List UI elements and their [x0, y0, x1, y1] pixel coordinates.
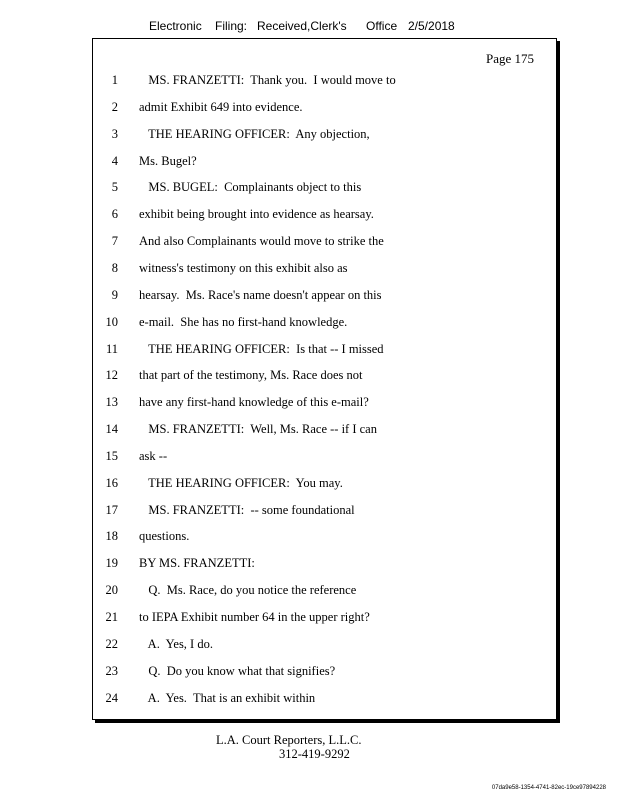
line-text: MS. BUGEL: Complainants object to this — [139, 180, 362, 195]
line-number: 20 — [105, 583, 118, 598]
transcript-line — [93, 315, 556, 335]
transcript-line — [93, 691, 556, 711]
transcript-line — [93, 342, 556, 362]
line-number: 7 — [111, 234, 118, 249]
header-received: Received,Clerk's — [257, 19, 347, 33]
line-text: that part of the testimony, Ms. Race does not — [139, 368, 363, 383]
header-office: Office — [366, 19, 398, 33]
line-number: 5 — [111, 180, 118, 195]
header-date: 2/5/2018 — [408, 19, 455, 33]
line-number: 1 — [111, 73, 118, 87]
page-number: Page 175 — [485, 51, 534, 66]
line-text: to IEPA Exhibit number 64 in the upper right? — [139, 610, 370, 624]
line-text: MS. FRANZETTI: Well, Ms. Race -- if I can — [139, 422, 377, 437]
document-hash: 07da9e58-1354-4741-82ec-19ce97894228 — [491, 785, 606, 791]
line-number: 6 — [111, 207, 118, 222]
line-number: 22 — [105, 636, 118, 651]
transcript-line — [93, 234, 556, 254]
line-text: And also Complainants would move to strike the — [139, 234, 384, 249]
line-text: Q. Do you know what that signifies? — [139, 663, 336, 678]
transcript-line — [93, 73, 556, 93]
footer-phone-text: 312-419-9292 — [279, 747, 350, 761]
line-number: 9 — [111, 287, 118, 302]
line-text: Q. Ms. Race, do you notice the reference — [139, 583, 357, 598]
line-number: 2 — [111, 99, 118, 114]
line-text: A. Yes. That is an exhibit within — [139, 690, 316, 705]
transcript-line — [93, 637, 556, 657]
line-number: 13 — [105, 395, 118, 410]
filing-header — [0, 19, 618, 37]
line-text: witness's testimony on this exhibit also as — [139, 260, 348, 275]
line-number: 17 — [105, 502, 118, 517]
line-text: MS. FRANZETTI: Thank you. I would move to — [139, 73, 396, 87]
transcript-line — [93, 529, 556, 549]
line-text: questions. — [139, 529, 190, 544]
transcript-line — [93, 154, 556, 174]
line-number: 10 — [105, 314, 118, 329]
line-number: 18 — [105, 529, 118, 544]
line-number: 3 — [111, 126, 118, 141]
line-text: BY MS. FRANZETTI: — [139, 556, 255, 571]
line-number: 19 — [105, 556, 118, 571]
line-text: THE HEARING OFFICER: You may. — [139, 475, 343, 490]
transcript-line — [93, 127, 556, 147]
transcript-line — [93, 180, 556, 200]
transcript-line — [93, 207, 556, 227]
line-text: THE HEARING OFFICER: Any objection, — [139, 126, 370, 141]
line-text: ask -- — [139, 448, 168, 463]
transcript-line — [93, 288, 556, 308]
transcript-line — [93, 422, 556, 442]
line-text: THE HEARING OFFICER: Is that -- I missed — [139, 341, 384, 356]
header-electronic: Electronic — [149, 19, 202, 33]
line-text: exhibit being brought into evidence as hearsay. — [139, 207, 374, 222]
line-text: Ms. Bugel? — [139, 153, 197, 168]
line-text: admit Exhibit 649 into evidence. — [139, 99, 303, 114]
line-text: MS. FRANZETTI: -- some foundational — [139, 502, 355, 517]
transcript-line — [93, 449, 556, 469]
line-number: 8 — [111, 260, 118, 275]
line-number: 24 — [105, 690, 118, 705]
line-number: 4 — [111, 153, 118, 168]
transcript-page — [92, 38, 557, 720]
line-text: e-mail. She has no first-hand knowledge. — [139, 314, 348, 329]
transcript-line — [93, 610, 556, 630]
transcript-line — [93, 476, 556, 496]
transcript-line — [93, 395, 556, 415]
line-text: hearsay. Ms. Race's name doesn't appear on this — [139, 287, 382, 302]
transcript-line — [93, 368, 556, 388]
line-number: 15 — [105, 448, 118, 463]
line-number: 21 — [105, 610, 118, 624]
header-filing: Filing: — [215, 19, 248, 33]
transcript-line — [93, 100, 556, 120]
line-number: 16 — [105, 475, 118, 490]
line-number: 11 — [105, 341, 118, 356]
transcript-line — [93, 664, 556, 684]
line-number: 23 — [105, 663, 118, 678]
line-text: A. Yes, I do. — [139, 636, 213, 651]
transcript-line — [93, 556, 556, 576]
transcript-line — [93, 583, 556, 603]
transcript-line — [93, 503, 556, 523]
line-number: 12 — [105, 368, 118, 383]
line-number: 14 — [105, 422, 118, 437]
transcript-line — [93, 261, 556, 281]
line-text: have any first-hand knowledge of this e-mail? — [139, 395, 369, 410]
footer-company-text: L.A. Court Reporters, L.L.C. — [216, 733, 362, 747]
